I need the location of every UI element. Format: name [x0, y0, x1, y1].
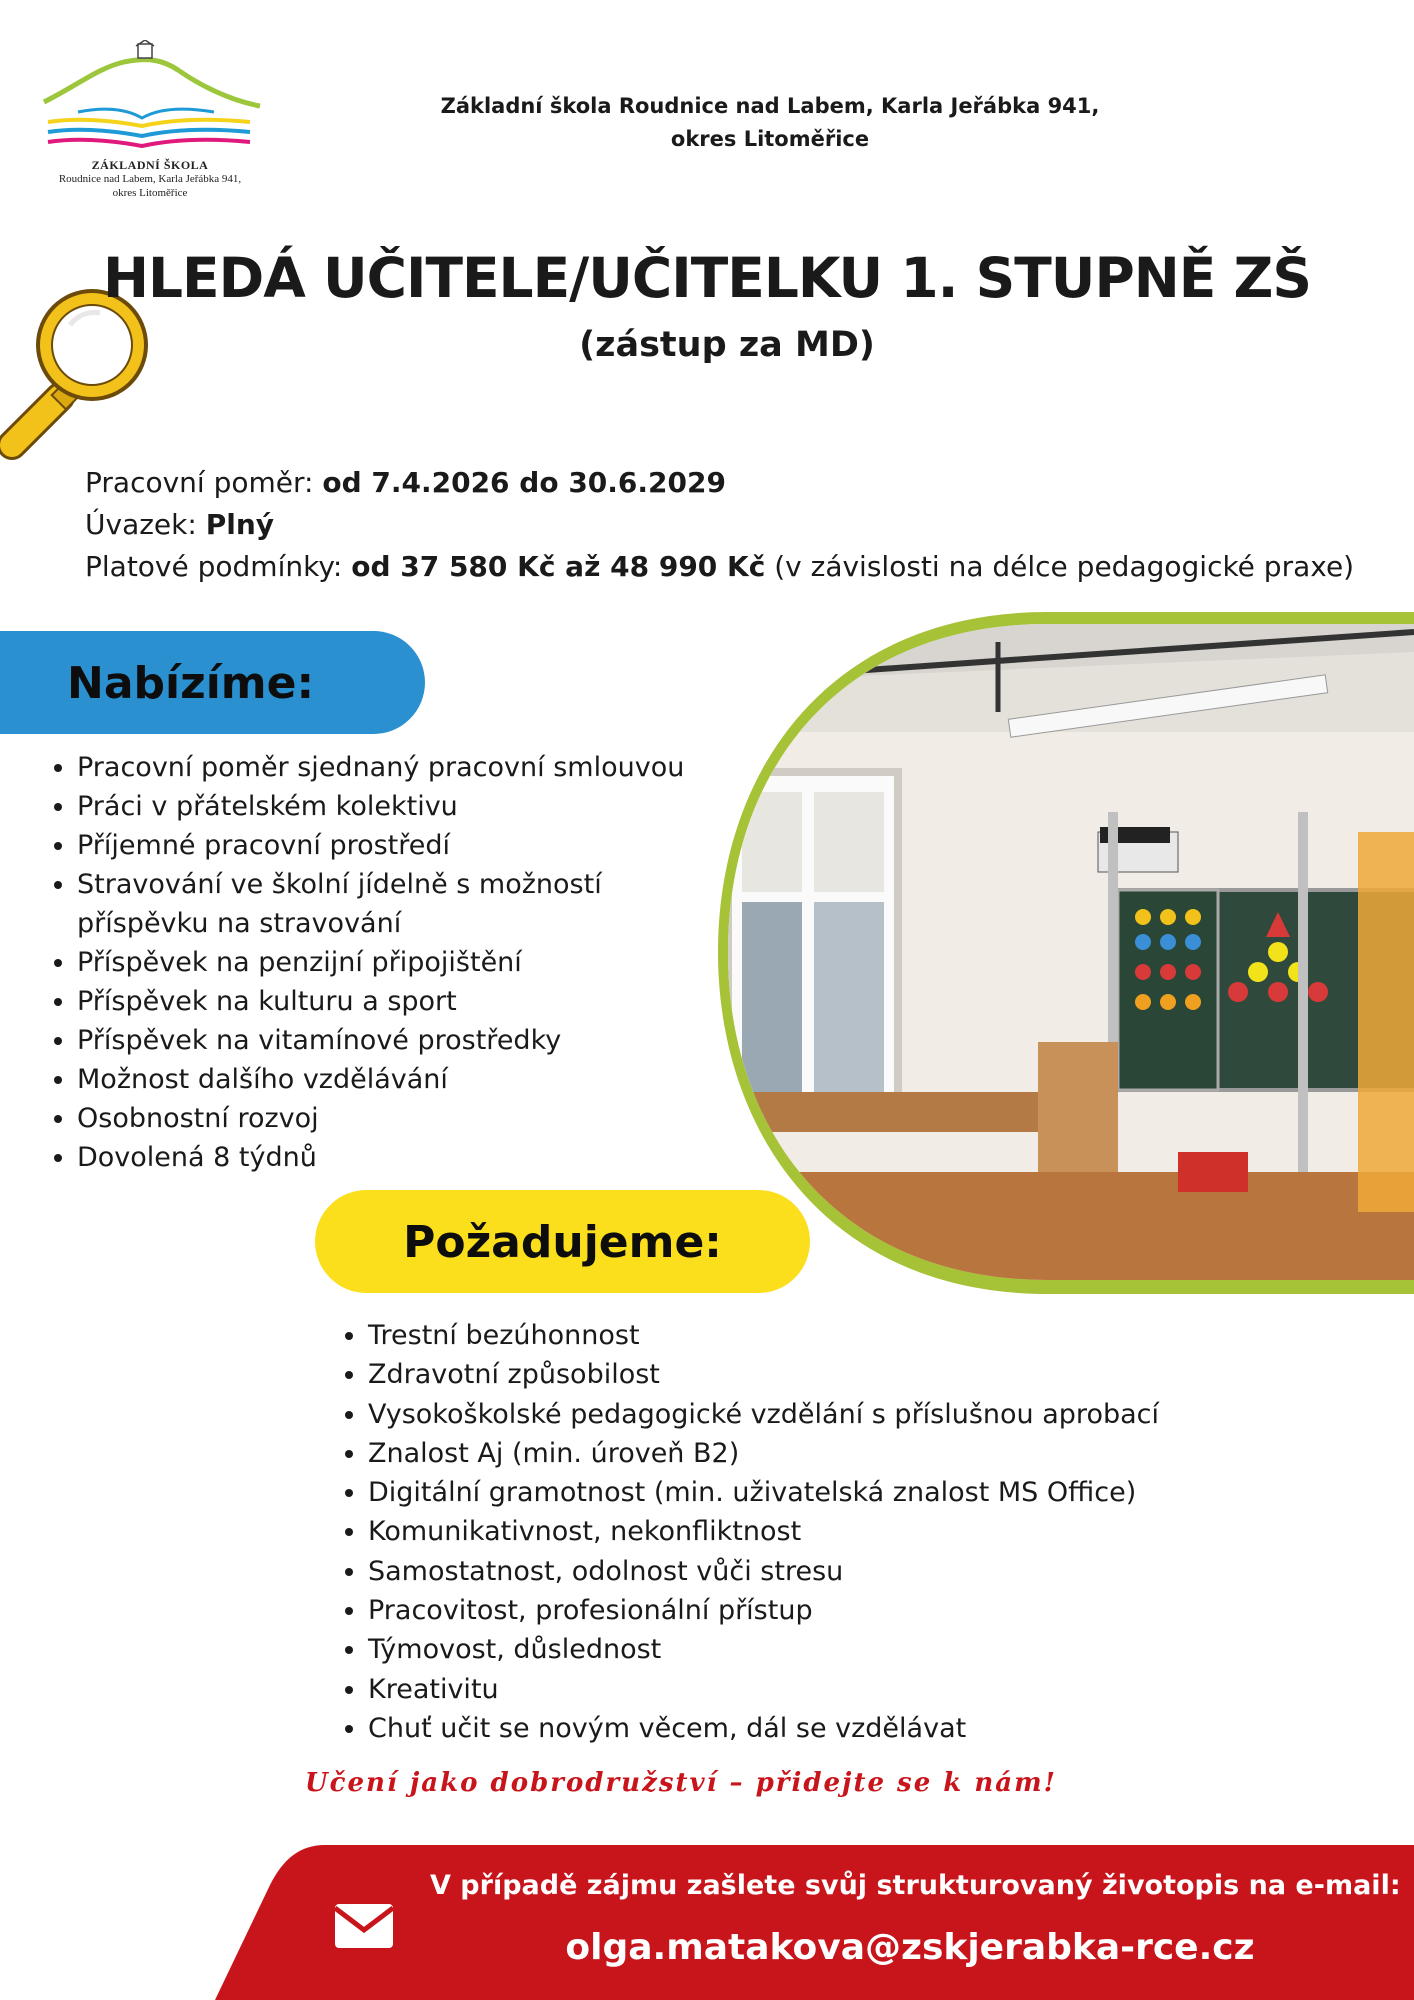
list-item: • Stravování ve školní jídelně s možností příspěvku na stravování [77, 865, 757, 943]
salary-value: od 37 580 Kč až 48 990 Kč [351, 550, 766, 583]
magnifier-icon [0, 285, 165, 485]
slogan: Učení jako dobrodružství – přidejte se k nám! [305, 1768, 1058, 1798]
employment-period [85, 462, 1385, 504]
school-address [380, 90, 1160, 156]
offer-heading: Nabízíme: [67, 658, 315, 709]
list-item: • Kreativitu [368, 1670, 1414, 1709]
page-title: HLEDÁ UČITELE/UČITELKU 1. STUPNĚ ZŠ [102, 246, 1312, 310]
list-item: • Týmovost, důslednost [368, 1630, 1414, 1669]
employment-terms [85, 462, 1385, 588]
requirements-list [326, 1316, 1414, 1748]
list-item: • Zdravotní způsobilost [368, 1355, 1414, 1394]
salary-label: Platové podmínky: [85, 550, 352, 583]
list-item: • Chuť učit se novým věcem, dál se vzdělávat [368, 1709, 1414, 1748]
list-item: • Znalost Aj (min. úroveň B2) [368, 1434, 1414, 1473]
page-subtitle: (zástup za MD) [579, 325, 875, 365]
list-item: • Dovolená 8 týdnů [77, 1138, 757, 1177]
list-item: • Pracovitost, profesionální přístup [368, 1591, 1414, 1630]
workload-label: Úvazek: [85, 508, 206, 541]
salary-note: (v závislosti na délce pedagogické praxe) [765, 550, 1355, 583]
salary [85, 546, 1385, 588]
list-item: • Příspěvek na vitamínové prostředky [77, 1021, 757, 1060]
logo-caption-line2: Roudnice nad Labem, Karla Jeřábka 941, [58, 173, 242, 185]
footer-instruction: V případě zájmu zašlete svůj strukturovaný životopis na e-mail: [430, 1870, 1401, 1901]
list-item: • Příspěvek na kulturu a sport [77, 982, 757, 1021]
list-item: • Digitální gramotnost (min. uživatelská znalost MS Office) [368, 1473, 1414, 1512]
classroom-photo [718, 612, 1414, 1294]
mail-icon [335, 1904, 393, 1948]
logo-caption [30, 158, 270, 200]
workload [85, 504, 1385, 546]
offer-list [35, 748, 757, 1177]
requirements-heading-banner [315, 1190, 810, 1293]
list-item: • Vysokoškolské pedagogické vzdělání s příslušnou aprobací [368, 1395, 1414, 1434]
employment-value: od 7.4.2026 do 30.6.2029 [322, 466, 726, 499]
list-item: • Pracovní poměr sjednaný pracovní smlouvou [77, 748, 757, 787]
requirements-heading: Požadujeme: [403, 1217, 722, 1268]
logo-caption-line1: ZÁKLADNÍ ŠKOLA [91, 158, 209, 172]
list-item: • Osobnostní rozvoj [77, 1099, 757, 1138]
list-item: • Trestní bezúhonnost [368, 1316, 1414, 1355]
address-line2: okres Litoměřice [670, 127, 870, 151]
contact-email-link[interactable]: olga.matakova@zskjerabka-rce.cz [565, 1927, 1255, 1968]
logo-caption-line3: okres Litoměřice [112, 187, 188, 199]
list-item: • Práci v přátelském kolektivu [77, 787, 757, 826]
list-item: • Komunikativnost, nekonfliktnost [368, 1512, 1414, 1551]
offer-heading-banner [0, 631, 425, 734]
footer-banner [215, 1845, 1414, 2000]
list-item: • Příjemné pracovní prostředí [77, 826, 757, 865]
list-item: • Příspěvek na penzijní připojištění [77, 943, 757, 982]
address-line1: Základní škola Roudnice nad Labem, Karla Jeřábka 941, [440, 94, 1100, 118]
list-item: • Samostatnost, odolnost vůči stresu [368, 1552, 1414, 1591]
workload-value: Plný [205, 508, 275, 541]
list-item: • Možnost dalšího vzdělávání [77, 1060, 757, 1099]
employment-label: Pracovní poměr: [85, 466, 323, 499]
